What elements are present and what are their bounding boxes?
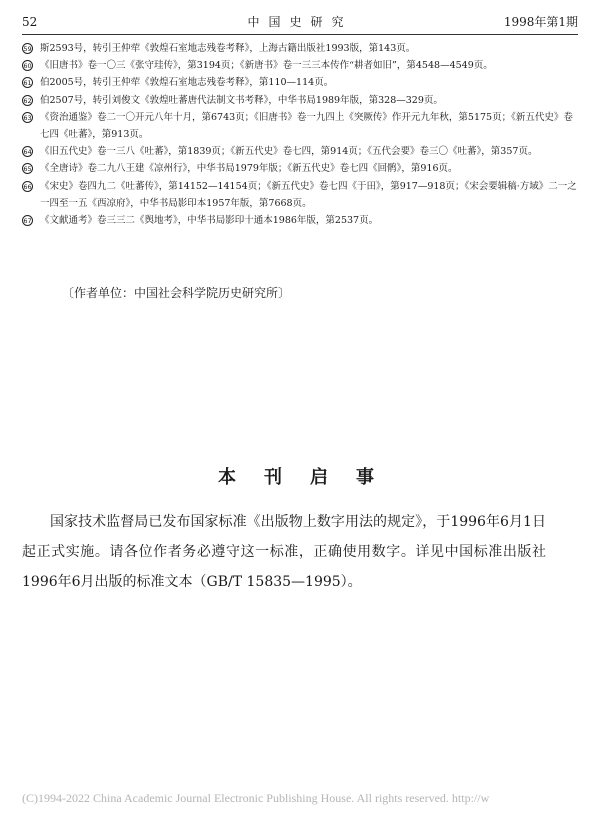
footnote-text: 伯2005号，转引王仲荦《敦煌石室地志残卷考释》，第110—114页。 [40,77,334,89]
footnote-text: 《文献通考》卷三三二《舆地考》，中华书局影印十通本1986年版，第2537页。 [40,215,379,227]
footnotes [22,40,578,229]
copyright-footer: (C)1994-2022 China Academic Journal Electronic Publishing House. All rights reserved. http://w [22,791,490,805]
notice-body: 国家技术监督局已发布国家标准《出版物上数字用法的规定》，于1996年6月1日起正式实施。请各位作者务必遵守这一标准，正确使用数字。详见中国标准出版社1996年6月出版的标准文本（GB/T 15835—1995）。 [22,514,546,590]
footnote-number: 61 [23,79,32,88]
footnote-number: 66 [23,182,32,191]
footnote [22,109,578,143]
footnote-number: 64 [23,148,32,157]
page-number: 52 [22,15,38,29]
issue-label: 1998年第1期 [503,15,578,29]
footnote-number: 60 [23,62,32,71]
footnote-number: 59 [23,45,32,53]
footnote-number: 62 [23,96,32,105]
footnote-text: 《旧唐书》卷一〇三《张守珪传》，第3194页；《新唐书》卷一三三本传作“耕者如旧”，第4548—4549页。 [40,60,493,72]
footnote [22,160,578,177]
footnote [22,57,578,74]
footnote-number: 65 [23,165,32,174]
header-rule [22,34,578,35]
footnote [22,212,578,229]
footnote-text: 《全唐诗》卷二九八王建《凉州行》，中华书局1979年版；《新五代史》卷七四《回鹘》，第916页。 [40,163,458,175]
footnote [22,92,578,109]
notice-title: 本刊启事 [218,467,402,488]
journal-title: 中国史研究 [247,15,353,29]
footnote-text: 《宋史》卷四九二《吐蕃传》，第14152—14154页；《新五代史》卷七四《于田》，第917—918页；《宋会要辑稿·方域》二一之一四至一五《西凉府》，中华书局影印本1957年版，第7668页。 [40,180,577,209]
footnote-number: 67 [23,217,32,226]
footnote-text: 伯2507号，转引刘俊文《敦煌吐蕃唐代法制文书考释》，中华书局1989年版，第328—329页。 [40,94,443,106]
footnote [22,143,578,160]
author-affiliation: 〔作者单位：中国社会科学院历史研究所〕 [62,286,291,300]
footnote [22,74,578,91]
footnote [22,178,578,212]
footnote-text: 《旧五代史》卷一三八《吐蕃》，第1839页；《新五代史》卷七四，第914页；《五代会要》卷三〇《吐蕃》，第357页。 [40,146,538,158]
footnote [22,40,578,57]
footnote-text: 斯2593号，转引王仲荦《敦煌石室地志残卷考释》，上海古籍出版社1993版，第143页。 [40,43,416,54]
footnote-text: 《资治通鉴》卷二一〇开元八年十月，第6743页；《旧唐书》卷一九四上《突厥传》作开元九年秋，第5175页；《新五代史》卷七四《吐蕃》，第913页。 [40,111,573,141]
page-header [22,12,578,32]
footnote-number: 63 [23,113,32,122]
